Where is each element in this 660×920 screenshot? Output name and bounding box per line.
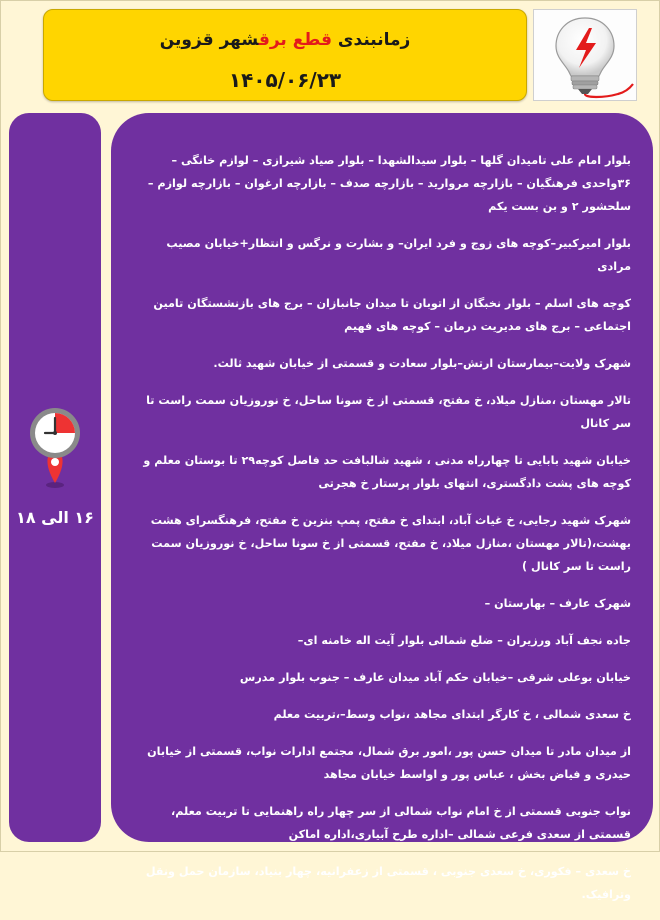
header-banner bbox=[43, 9, 527, 101]
list-item: بلوار امیرکبیر–کوچه های زوج و فرد ایران– و بشارت و نرگس و انتظار+خیابان مصیب مرادی bbox=[166, 237, 631, 273]
list-item: تالار مهستان ،منازل میلاد، خ مفتح، قسمتی از خ سونا ساحل، خ نوروزیان سمت راست تا سر کانال bbox=[146, 394, 631, 430]
list-item: شهرک شهید رجایی، خ غیاث آباد، ابتدای خ مفتح، پمپ بنزین خ مفتح، فرهنگسرای هشت بهشت،(تالار مهستان ،منازل میلاد، خ مفتح، قسمتی از خ سونا ساحل، خ نوروزیان سمت راست تا سر کانال ) bbox=[150, 514, 631, 573]
list-item: خ سعدی شمالی ، خ کارگر ابتدای مجاهد ،نواب وسط–،تربیت معلم bbox=[273, 708, 631, 721]
list-item: خیابان شهید بابایی تا چهارراه مدنی ، شهید شالبافت حد فاصل کوچه۲۹ تا بوستان معلم و کوچه های پشت دادگستری، انتهای بلوار پرستار خ هجرتی bbox=[143, 454, 631, 490]
title-suffix: شهر قزوین bbox=[159, 30, 259, 50]
clock-pin-wrap bbox=[23, 405, 87, 491]
title-highlight: قطع برق bbox=[258, 30, 332, 50]
title-prefix: زمانبندی bbox=[332, 30, 411, 50]
page-title bbox=[44, 30, 526, 50]
outage-time-range: ۱۶ الی ۱۸ bbox=[16, 508, 94, 527]
bulb-logo-box bbox=[533, 9, 637, 101]
time-column bbox=[9, 113, 101, 842]
list-item: جاده نجف آباد ورزیران – ضلع شمالی بلوار آیت اله خامنه ای– bbox=[297, 634, 631, 647]
list-item: بلوار امام علی تامیدان گلها – بلوار سیدالشهدا – بلوار صیاد شیرازی – لوازم خانگی – ۳۶واحدی فرهنگیان – بازارچه مروارید – بازارچه صدف – بازارچه ارغوان – بازارچه لوازم – سلحشور ۲ و بن بست یکم bbox=[147, 154, 631, 213]
list-item: از میدان مادر تا میدان حسن پور ،امور برق شمال، مجتمع ادارات نواب، قسمتی از خیابان حیدری و فیاض بخش ، عباس پور و اواسط خیابان مجاهد bbox=[147, 745, 631, 781]
outage-areas-panel bbox=[111, 113, 653, 901]
list-item: خیابان بوعلی شرقی –خیابان حکم آباد میدان عارف – جنوب بلوار مدرس bbox=[239, 671, 631, 684]
list-item: خ سعدی – فکوری، خ سعدی جنوبی ، قسمتی از زعفرانیه، چهار بنیاد، سازمان حمل ونقل وترافیک. bbox=[145, 865, 631, 901]
lightbulb-lightning-icon bbox=[534, 10, 636, 100]
list-item: نواب جنوبی قسمتی از خ امام نواب شمالی از سر چهار راه راهنمایی تا تربیت معلم، قسمتی از سعدی فرعی شمالی –اداره طرح آبیاری،اداره اماکن bbox=[170, 805, 631, 841]
list-item: شهرک عارف – بهارستان – bbox=[484, 597, 631, 610]
list-item: کوچه های اسلم – بلوار نخبگان از اتوبان تا میدان جانبازان – برج های بازنشستگان تامین اجتماعی – برج های مدیریت درمان – کوچه های فهیم bbox=[153, 297, 631, 333]
list-item: شهرک ولایت–بیمارستان ارتش–بلوار سعادت و قسمتی از خیابان شهید ثالث. bbox=[213, 357, 631, 370]
schedule-date: ۱۴۰۵/۰۶/۲۳ bbox=[228, 68, 342, 92]
outage-areas-list bbox=[133, 149, 631, 920]
clock-location-pin-icon bbox=[23, 405, 87, 491]
